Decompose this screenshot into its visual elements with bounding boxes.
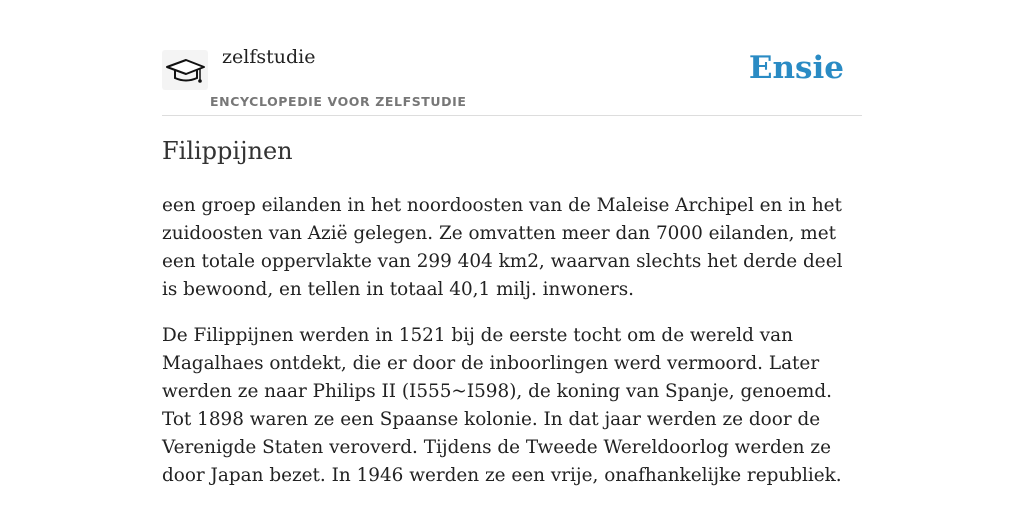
site-name-link[interactable]: zelfstudie (222, 46, 316, 68)
article-body (162, 192, 862, 508)
page-container (162, 0, 862, 486)
graduation-cap-icon[interactable] (162, 50, 208, 90)
site-header (162, 0, 862, 116)
site-tagline: ENCYCLOPEDIE VOOR ZELFSTUDIE (210, 94, 467, 109)
brand-logo-link[interactable]: Ensie (748, 50, 844, 86)
article-title: Filippijnen (162, 137, 293, 165)
article-paragraph: een groep eilanden in het noordoosten van de Maleise Archipel en in het zuidoosten van Azië gelegen. Ze omvatten meer dan 7000 eilanden, met een totale oppervlakte van 299 404 km2, waarvan slechts het derde deel is bewoond, en tellen in totaal 40,1 milj. inwoners. (162, 195, 843, 300)
article-paragraph: De Filippijnen werden in 1521 bij de eerste tocht om de wereld van Magalhaes ontdekt, die er door de inboorlingen werd vermoord. Later werden ze naar Philips II (I555~I598), de koning van Spanje, genoemd. Tot 1898 waren ze een Spaanse kolonie. In dat jaar werden ze door de Verenigde Staten veroverd. Tijdens de Tweede Wereldoorlog werden ze door Japan bezet. In 1946 werden ze een vrije, onafhankelijke republiek. (162, 325, 842, 486)
